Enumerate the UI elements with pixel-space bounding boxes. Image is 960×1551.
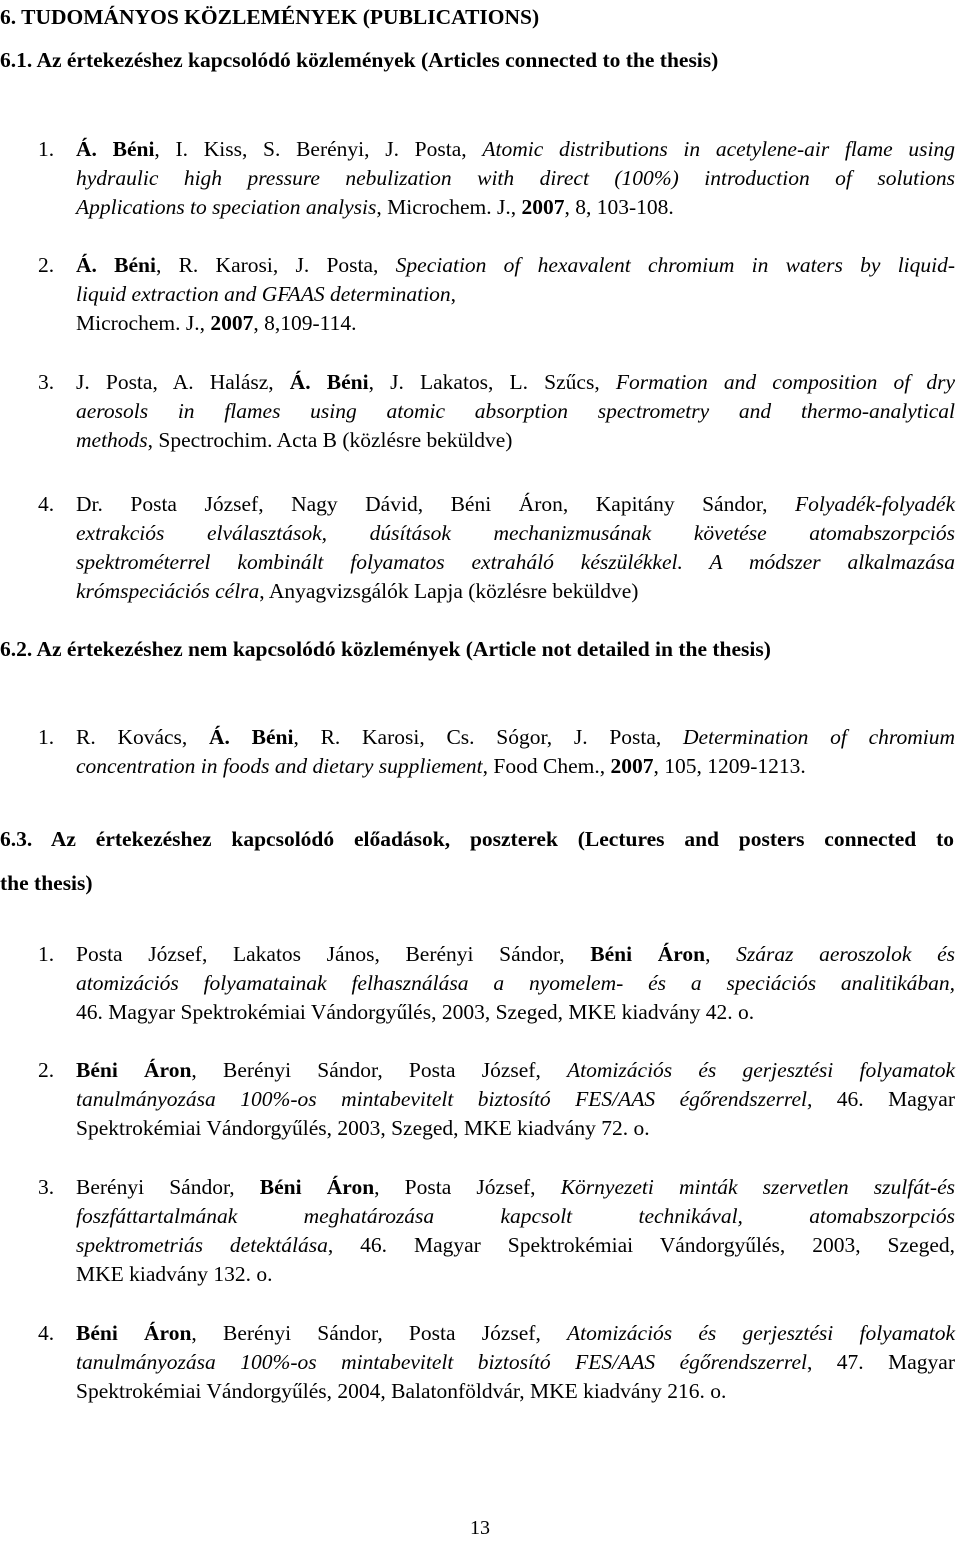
line xyxy=(76,1260,955,1289)
line xyxy=(76,1056,955,1085)
item-number: 2. xyxy=(38,1058,55,1082)
article-title: Applications to speciation analysis xyxy=(76,195,377,219)
article-title: Determination of chromium xyxy=(683,725,955,749)
authors: , Posta József, xyxy=(374,1175,561,1199)
authors: , Berényi Sándor, Posta József, xyxy=(191,1058,568,1082)
lecture-body xyxy=(76,1056,955,1143)
line xyxy=(76,368,955,397)
author-highlight: Béni Áron xyxy=(259,1175,375,1199)
article-title: hydraulic high pressure nebulization with direct (100%) introduction of solutions xyxy=(76,166,955,190)
item-number: 3. xyxy=(38,370,55,394)
item-number: 1. xyxy=(38,942,55,966)
article-body xyxy=(76,490,955,606)
section-number: 6.2. xyxy=(0,637,33,661)
article-title: aerosols in flames using atomic absorption spectrometry and thermo-analytical xyxy=(76,399,955,423)
section-number: 6.3. xyxy=(0,827,33,851)
line xyxy=(76,426,955,455)
line xyxy=(76,1173,955,1202)
authors: Posta József, Lakatos János, Berényi Sándor, xyxy=(76,942,591,966)
article-title: Atomic distributions in acetylene-air flame using xyxy=(482,137,955,161)
lecture-title: Száraz aeroszolok és xyxy=(736,942,955,966)
lecture-body xyxy=(76,1173,955,1289)
authors: , J. Lakatos, L. Szűcs, xyxy=(368,370,616,394)
authors: , R. Karosi, Cs. Sógor, J. Posta, xyxy=(293,725,684,749)
article-title: spektrométerrel kombinált folyamatos extraháló készülékkel. A módszer alkalmazása xyxy=(76,550,955,574)
lecture-body xyxy=(76,1319,955,1406)
lecture-title: Atomizációs és gerjesztési folyamatok xyxy=(567,1321,955,1345)
journal: , Anyagvizsgálók Lapja (közlésre beküldve) xyxy=(259,579,639,603)
line xyxy=(76,135,955,164)
author-highlight: Á. Béni xyxy=(76,137,155,161)
section-title: Az értekezéshez kapcsolódó előadások, poszterek (Lectures and posters connected to xyxy=(50,827,954,851)
line xyxy=(76,1377,955,1406)
item-number: 4. xyxy=(38,492,55,516)
authors: Berényi Sándor, xyxy=(76,1175,260,1199)
section-heading-6-2 xyxy=(0,635,771,664)
lecture-title: tanulmányozása 100%-os mintabevitelt biztosító FES/AAS égőrendszerrel xyxy=(76,1350,807,1374)
article-title: liquid extraction and GFAAS determination xyxy=(76,282,451,306)
line xyxy=(76,577,955,606)
lecture-title: Atomizációs és gerjesztési folyamatok xyxy=(567,1058,955,1082)
line xyxy=(76,519,955,548)
article-title: extrakciós elválasztások, dúsítások mechanizmusának követése atomabszorpciós xyxy=(76,521,955,545)
article-body xyxy=(76,135,955,222)
lecture-title: Környezeti minták szervetlen szulfát-és xyxy=(560,1175,956,1199)
lecture-title: foszfáttartalmának meghatározása kapcsolt technikával, atomabszorpciós xyxy=(76,1204,955,1228)
author-highlight: Á. Béni xyxy=(209,725,294,749)
author-highlight: Á. Béni xyxy=(289,370,369,394)
article-title: concentration in foods and dietary suppliement xyxy=(76,754,483,778)
line xyxy=(76,548,955,577)
authors: Dr. Posta József, Nagy Dávid, Béni Áron, Kapitány Sándor, xyxy=(76,492,796,516)
article-body xyxy=(76,251,955,338)
pages: , 105, 1209-1213. xyxy=(653,754,806,778)
author-highlight: Á. Béni xyxy=(76,253,156,277)
author-highlight: Béni Áron xyxy=(590,942,706,966)
venue: Spektrokémiai Vándorgyűlés, 2003, Szeged, MKE kiadvány 72. o. xyxy=(76,1116,650,1140)
article-title: Formation and composition of dry xyxy=(615,370,956,394)
author-highlight: Béni Áron xyxy=(76,1321,192,1345)
journal: Microchem. J., xyxy=(76,311,211,335)
authors: R. Kovács, xyxy=(76,725,210,749)
venue: , 46. Magyar Spektrokémiai Vándorgyűlés, 2003, Szeged, xyxy=(327,1233,955,1257)
line xyxy=(76,1319,955,1348)
section-title: Az értekezéshez nem kapcsolódó közlemények (Article not detailed in the thesis) xyxy=(36,637,771,661)
venue: , 47. Magyar xyxy=(806,1350,955,1374)
authors: J. Posta, A. Halász, xyxy=(76,370,290,394)
year: 2007 xyxy=(521,195,565,219)
item-number: 2. xyxy=(38,253,55,277)
lecture-title: atomizációs folyamatainak felhasználása a nyomelem- és a speciációs analitikában, xyxy=(76,971,955,995)
pages: , 8,109-114. xyxy=(253,311,357,335)
line: liquid extraction and GFAAS determination, xyxy=(76,282,456,306)
line xyxy=(76,309,955,338)
article-body xyxy=(76,368,955,455)
journal: , Food Chem., xyxy=(482,754,611,778)
lecture-title: tanulmányozása 100%-os mintabevitelt biztosító FES/AAS égőrendszerrel, xyxy=(76,1087,813,1111)
line xyxy=(76,397,955,426)
article-title: krómspeciációs célra xyxy=(76,579,260,603)
section-heading-6-3 xyxy=(0,825,954,854)
lecture-title: spektrometriás detektálása xyxy=(76,1233,328,1257)
authors: , I. Kiss, S. Berényi, J. Posta, xyxy=(154,137,483,161)
venue: Spektrokémiai Vándorgyűlés, 2004, Balatonföldvár, MKE kiadvány 216. o. xyxy=(76,1379,727,1403)
line xyxy=(76,1114,955,1143)
authors: , Berényi Sándor, Posta József, xyxy=(191,1321,568,1345)
journal: , Spectrochim. Acta B (közlésre beküldve) xyxy=(147,428,513,452)
journal: , Microchem. J., xyxy=(376,195,522,219)
line xyxy=(76,1202,955,1231)
line xyxy=(76,723,955,752)
section-heading-6-1: 6.1. Az értekezéshez kapcsolódó közlemények (Articles connected to the thesis) xyxy=(0,48,719,72)
article-body xyxy=(76,723,955,781)
article-title: Speciation of hexavalent chromium in waters by liquid- xyxy=(395,253,956,277)
author-highlight: Béni Áron xyxy=(76,1058,192,1082)
item-number: 1. xyxy=(38,725,55,749)
line xyxy=(76,251,955,280)
line xyxy=(76,969,955,998)
year: 2007 xyxy=(210,311,254,335)
authors: , xyxy=(705,942,737,966)
line xyxy=(76,1231,955,1260)
section-heading-6-3-cont: the thesis) xyxy=(0,871,93,895)
section-heading-6: 6. TUDOMÁNYOS KÖZLEMÉNYEK (PUBLICATIONS) xyxy=(0,5,540,29)
line xyxy=(76,998,955,1027)
line xyxy=(76,164,955,193)
pages: , 8, 103-108. xyxy=(564,195,674,219)
authors: , R. Karosi, J. Posta, xyxy=(155,253,396,277)
venue: 46. Magyar Spektrokémiai Vándorgyűlés, 2003, Szeged, MKE kiadvány 42. o. xyxy=(76,1000,755,1024)
page-number: 13 xyxy=(470,1517,490,1539)
item-number: 3. xyxy=(38,1175,55,1199)
venue: MKE kiadvány 132. o. xyxy=(76,1262,273,1286)
venue: 46. Magyar xyxy=(812,1087,955,1111)
line xyxy=(76,490,955,519)
line xyxy=(76,1085,955,1114)
article-title: Folyadék-folyadék xyxy=(795,492,955,516)
article-title: methods xyxy=(76,428,148,452)
line xyxy=(76,193,955,222)
lecture-body xyxy=(76,940,955,1027)
line xyxy=(76,1348,955,1377)
line xyxy=(76,940,955,969)
line xyxy=(76,752,955,781)
year: 2007 xyxy=(610,754,654,778)
item-number: 1. xyxy=(38,137,55,161)
item-number: 4. xyxy=(38,1321,55,1345)
